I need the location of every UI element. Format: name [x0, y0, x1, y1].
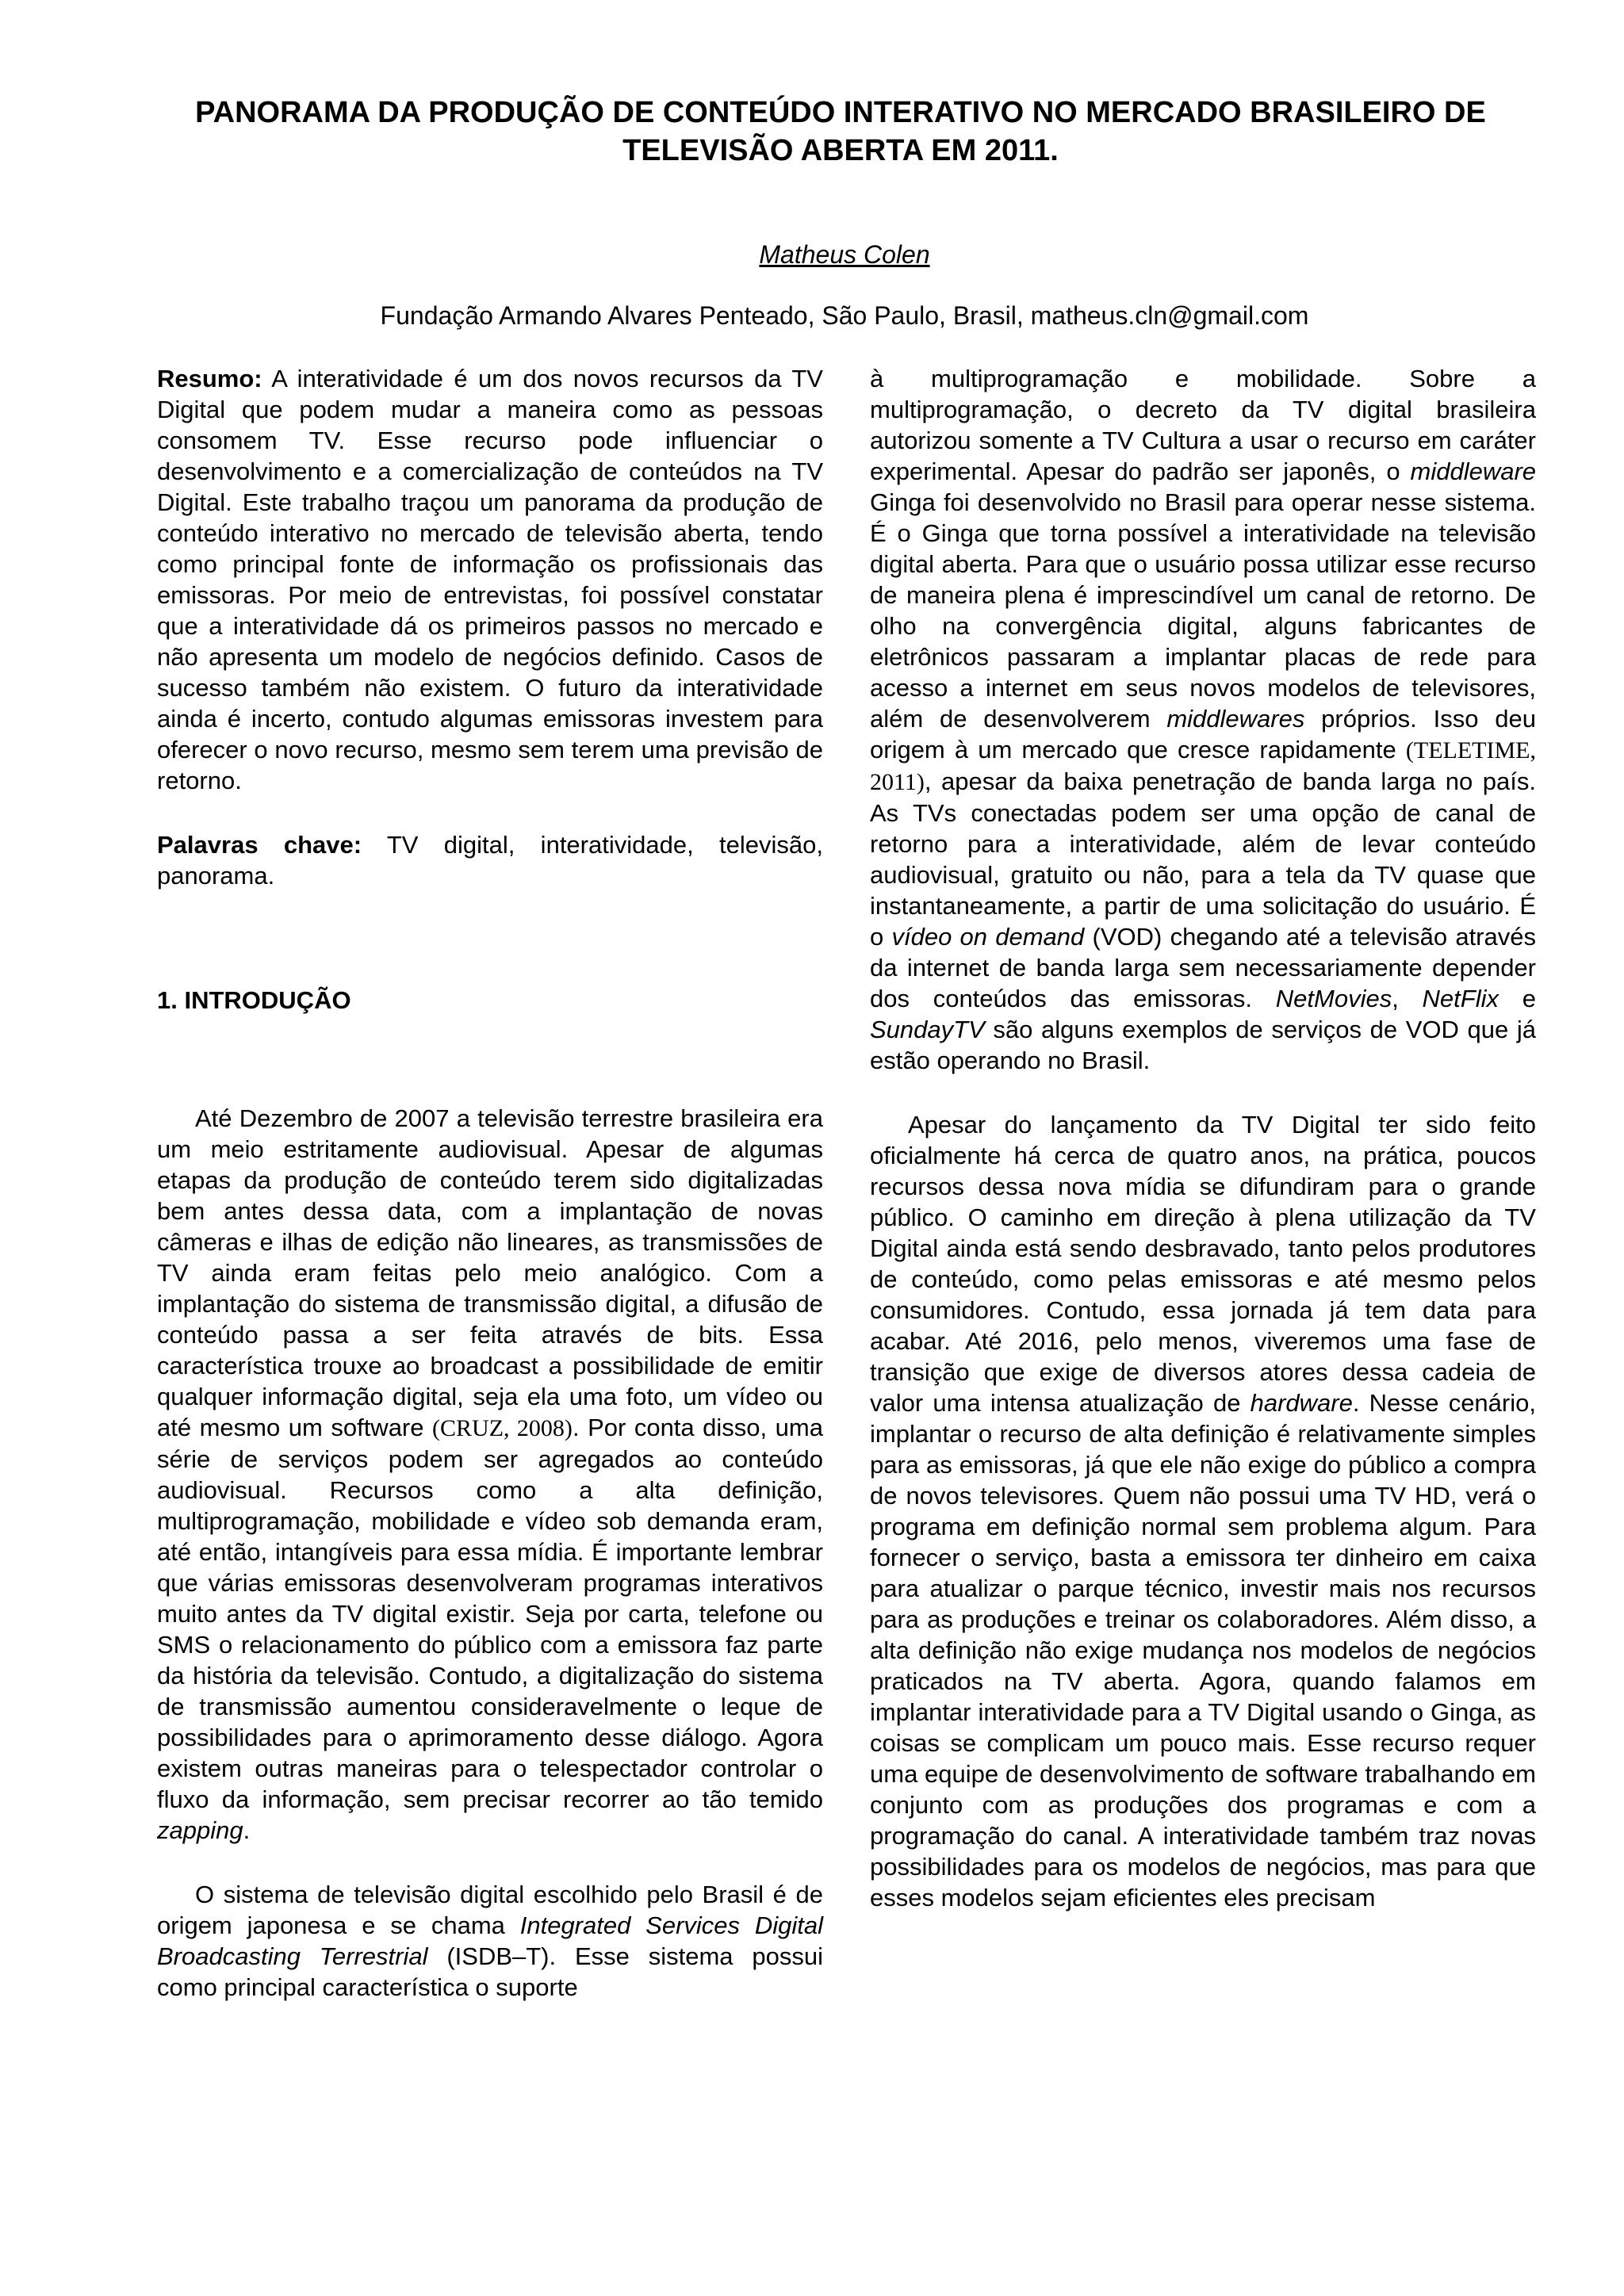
left-column [157, 363, 823, 2003]
abstract [157, 363, 823, 796]
keywords-label: Palavras chave: [157, 831, 362, 859]
abstract-text: A interatividade é um dos novos recursos da TV Digital que podem mudar a maneira como as pessoas consomem TV. Esse recurso pode influenciar o desenvolvimento e a comercialização de conteúdos na TV Digital. Este trabalho traçou um panorama da produção de conteúdo interativo no mercado de televisão aberta, tendo como principal fonte de informação os profissionais das emissoras. Por meio de entrevistas, foi possível constatar que a interatividade dá os primeiros passos no mercado e não apresenta um modelo de negócios definido. Casos de sucesso também não existem. O futuro da interatividade ainda é incerto, contudo algumas emissoras investem para oferecer o novo recurso, mesmo sem terem uma previsão de retorno. [157, 365, 823, 794]
paragraph-1: Até Dezembro de 2007 a televisão terrestre brasileira era um meio estritamente audiovisual. Apesar de algumas etapas da produção de conteúdo terem sido digitalizadas bem antes dessa data, com a implantação de novas câmeras e ilhas de edição não lineares, as transmissões de TV ainda eram feitas pelo meio analógico. Com a implantação do sistema de transmissão digital, a difusão de conteúdo passa a ser feita através de bits. Essa característica trouxe ao broadcast a possibilidade de emitir qualquer informação digital, seja ela uma foto, um vídeo ou até mesmo um software (CRUZ, 2008). Por conta disso, uma série de serviços podem ser agregados ao conteúdo audiovisual. Recursos como a alta definição, multiprogramação, mobilidade e vídeo sob demanda eram, até então, intangíveis para essa mídia. É importante lembrar que várias emissoras desenvolveram programas interativos muito antes da TV digital existir. Seja por carta, telefone ou SMS o relacionamento do público com a emissora faz parte da história da televisão. Contudo, a digitalização do sistema de transmissão aumentou consideravelmente o leque de possibilidades para o aprimoramento desse diálogo. Agora existem outras maneiras para o telespectador controlar o fluxo da informação, sem precisar recorrer ao tão temido zapping. [157, 1104, 823, 1844]
citation: (CRUZ, 2008) [432, 1415, 573, 1441]
section-heading: 1. INTRODUÇÃO [157, 986, 351, 1014]
right-column [870, 363, 1536, 1913]
paragraph-3: à multiprogramação e mobilidade. Sobre a multiprogramação, o decreto da TV digital brasileira autorizou somente a TV Cultura a usar o recurso em caráter experimental. Apesar do padrão ser japonês, o middleware Ginga foi desenvolvido no Brasil para operar nesse sistema. É o Ginga que torna possível a interatividade na televisão digital aberta. Para que o usuário possa utilizar esse recurso de maneira plena é imprescindível um canal de retorno. De olho na convergência digital, alguns fabricantes de eletrônicos passaram a implantar placas de rede para acesso a internet em seus novos modelos de televisores, além de desenvolverem middlewares próprios. Isso deu origem à um mercado que cresce rapidamente (TELETIME, 2011), apesar da baixa penetração de banda larga no país. As TVs conectadas podem ser uma opção de canal de retorno para a interatividade, além de levar conteúdo audiovisual, gratuito ou não, para a tela da TV quase que instantaneamente, a partir de uma solicitação do usuário. É o vídeo on demand (VOD) chegando até a televisão através da internet de banda larga sem necessariamente depender dos conteúdos das emissoras. NetMovies, NetFlix e SundayTV são alguns exemplos de serviços de VOD que já estão operando no Brasil. [870, 365, 1537, 1074]
paper-title: PANORAMA DA PRODUÇÃO DE CONTEÚDO INTERATIVO NO MERCADO BRASILEIRO DE TELEVISÃO ABERTA EM 2011. [195, 96, 1486, 167]
author-affiliation: Fundação Armando Alvares Penteado, São Paulo, Brasil, matheus.cln@gmail.com [380, 301, 1309, 330]
paragraph-2: O sistema de televisão digital escolhido pelo Brasil é de origem japonesa e se chama Integrated Services Digital Broadcasting Terrestrial (ISDB–T). Esse sistema possui como principal característica o suporte [157, 1881, 823, 2001]
citation: (TELETIME, 2011) [870, 737, 1536, 795]
paragraph-4: Apesar do lançamento da TV Digital ter sido feito oficialmente há cerca de quatro anos, na prática, poucos recursos dessa nova mídia se difundiram para o grande público. O caminho em direção à plena utilização da TV Digital ainda está sendo desbravado, tanto pelos produtores de conteúdo, como pelas emissoras e até mesmo pelos consumidores. Contudo, essa jornada já tem data para acabar. Até 2016, pelo menos, viveremos uma fase de transição que exige de diversos atores dessa cadeia de valor uma intensa atualização de hardware. Nesse cenário, implantar o recurso de alta definição é relativamente simples para as emissoras, já que ele não exige do público a compra de novos televisores. Quem não possui uma TV HD, verá o programa em definição normal sem problema algum. Para fornecer o serviço, basta a emissora ter dinheiro em caixa para atualizar o parque técnico, investir mais nos recursos para as produções e treinar os colaboradores. Além disso, a alta definição não exige mudança nos modelos de negócios praticados na TV aberta. Agora, quando falamos em implantar interatividade para a TV Digital usando o Ginga, as coisas se complicam um pouco mais. Esse recurso requer uma equipe de desenvolvimento de software trabalhando em conjunto com as produções dos programas e com a programação do canal. A interatividade também traz novas possibilidades para os modelos de negócios, mas para que esses modelos sejam eficientes eles precisam [870, 1111, 1536, 1911]
abstract-label: Resumo: [157, 365, 262, 392]
keywords-text: TV digital, interatividade, televisão, panorama. [157, 831, 823, 890]
keywords [157, 829, 823, 891]
author-name: Matheus Colen [759, 240, 930, 269]
